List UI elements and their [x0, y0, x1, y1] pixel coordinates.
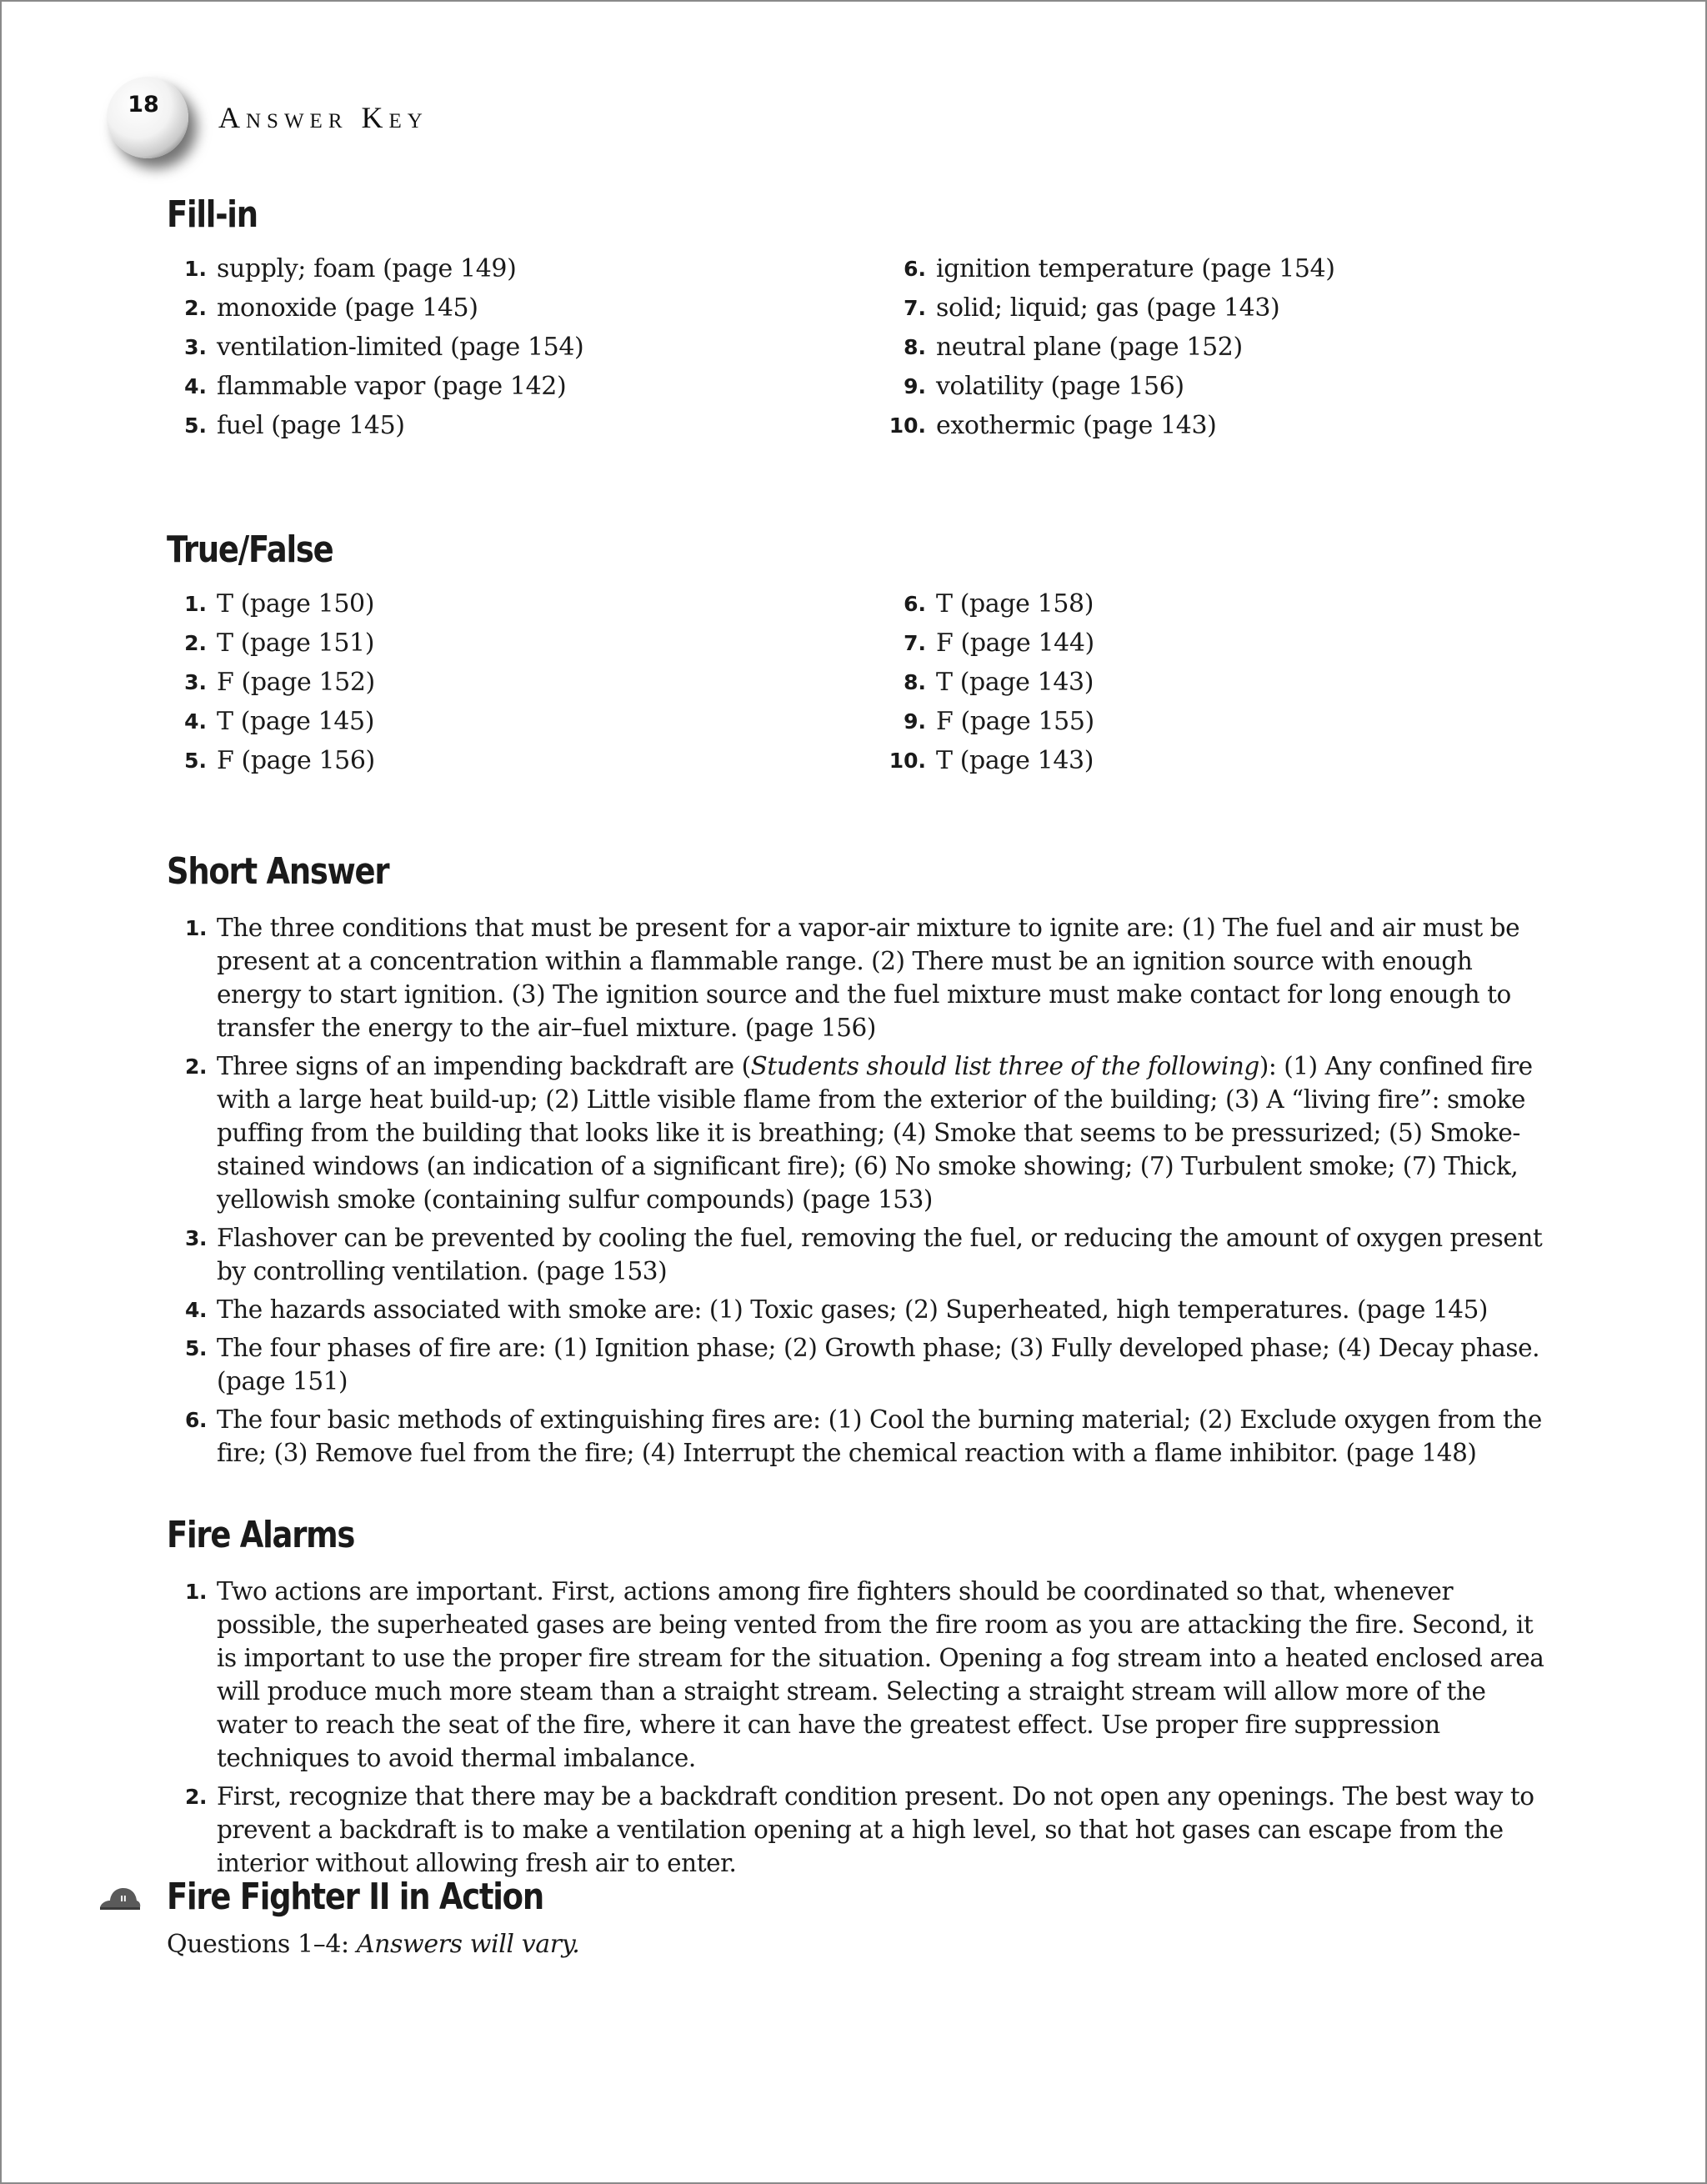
list-item: 3. F (page 152) — [184, 668, 375, 697]
list-item: 9. F (page 155) — [904, 707, 1094, 736]
list-item: 6. ignition temperature (page 154) — [904, 254, 1335, 283]
list-item: 10. exothermic (page 143) — [889, 411, 1217, 440]
ff2-answer: Questions 1–4: Answers will vary. — [167, 1930, 580, 1959]
list-item: 8. neutral plane (page 152) — [904, 333, 1243, 362]
list-item: 3. Flashover can be prevented by cooling the fuel, removing the fuel, or reducing the amount of oxygen present by controlling ventilation. (page 153) — [185, 1224, 1543, 1285]
fire-alarms-section — [167, 1514, 1550, 1885]
list-item: 2. monoxide (page 145) — [184, 293, 478, 323]
fire-alarms-list — [167, 1575, 1550, 1880]
list-item: 2. Three signs of an impending backdraft are (Students should list three of the following): (1) Any confined fire with a large heat build-up; (2) Little visible flame from the exterior of the building; (3) A “living fire”: smoke puffing from the building that looks like it is breathing; (4) Smoke that seems to be pressurized; (5) Smoke-stained windows (an indication of a significant fire); (6) No smoke showing; (7) Turbulent smoke; (7) Thick, yellowish smoke (containing sulfur compounds) (page 153) — [185, 1052, 1533, 1214]
list-item: 8. T (page 143) — [904, 668, 1094, 697]
fill-in-right-column — [889, 249, 1335, 445]
list-item: 2. First, recognize that there may be a backdraft condition present. Do not open any openings. The best way to prevent a backdraft is to make a ventilation opening at a high level, so that hot gases can escape from the interior without allowing fresh air to enter. — [185, 1782, 1534, 1877]
list-item: 4. T (page 145) — [184, 707, 374, 736]
list-item: 1. supply; foam (page 149) — [184, 254, 517, 283]
list-item: 5. The four phases of fire are: (1) Ignition phase; (2) Growth phase; (3) Fully developed phase; (4) Decay phase. (page 151) — [185, 1334, 1540, 1395]
list-item: 6. The four basic methods of extinguishing fires are: (1) Cool the burning material; (2) Exclude oxygen from the fire; (3) Remove fuel from the fire; (4) Interrupt the chemical reaction with a flame inhibitor. (page 148) — [185, 1405, 1542, 1467]
list-item: 10. T (page 143) — [889, 746, 1094, 775]
short-answer-section — [167, 850, 1550, 1475]
list-item: 3. ventilation-limited (page 154) — [184, 333, 584, 362]
list-item: 4. The hazards associated with smoke are: (1) Toxic gases; (2) Superheated, high temperatures. (page 145) — [185, 1295, 1488, 1324]
list-item: 1. The three conditions that must be present for a vapor-air mixture to ignite are: (1) The fuel and air must be present at a concentration within a flammable range. (2) There must be an ignition source with enough energy to start ignition. (3) The ignition source and the fuel mixture must make contact for long enough to transfer the energy to the air–fuel mixture. (page 156) — [185, 914, 1520, 1042]
list-item: 2. T (page 151) — [184, 629, 374, 658]
list-item: 4. flammable vapor (page 142) — [184, 372, 567, 401]
true-false-right-column — [889, 584, 1094, 780]
true-false-left-column — [184, 584, 375, 780]
short-answer-list — [167, 911, 1550, 1470]
list-item: 7. solid; liquid; gas (page 143) — [904, 293, 1280, 323]
list-item: 7. F (page 144) — [904, 629, 1094, 658]
list-item: 1. Two actions are important. First, actions among fire fighters should be coordinated so that, whenever possible, the superheated gases are being vented from the fire room as you are attacking the fire. Second, it is important to use the proper fire stream for the situation. Opening a fog stream into a heated enclosed area will produce much more steam than a straight stream. Selecting a straight stream will allow more of the water to reach the seat of the fire, where it can have the greatest effect. Use proper fire suppression techniques to avoid thermal imbalance. — [185, 1577, 1544, 1772]
list-item: 5. fuel (page 145) — [184, 411, 405, 440]
running-head: Answer Key — [218, 101, 428, 134]
fire-alarms-heading: Fire Alarms — [167, 1514, 355, 1556]
true-false-heading: True/False — [167, 528, 333, 571]
fill-in-left-column — [184, 249, 584, 445]
fill-in-section — [167, 193, 1335, 449]
fire-helmet-icon — [98, 1886, 142, 1914]
helmet-icon-label: II — [120, 1895, 127, 1904]
list-item: 6. T (page 158) — [904, 589, 1094, 619]
page-number-badge — [107, 77, 188, 158]
fill-in-heading: Fill-in — [167, 193, 258, 236]
ff2-heading: Fire Fighter II in Action — [167, 1876, 543, 1918]
true-false-section — [167, 528, 1094, 784]
ff2-section — [167, 1876, 615, 1959]
short-answer-heading: Short Answer — [167, 850, 389, 893]
list-item: 5. F (page 156) — [184, 746, 375, 775]
list-item: 1. T (page 150) — [184, 589, 374, 619]
list-item: 9. volatility (page 156) — [904, 372, 1184, 401]
page-number: 18 — [128, 92, 159, 118]
